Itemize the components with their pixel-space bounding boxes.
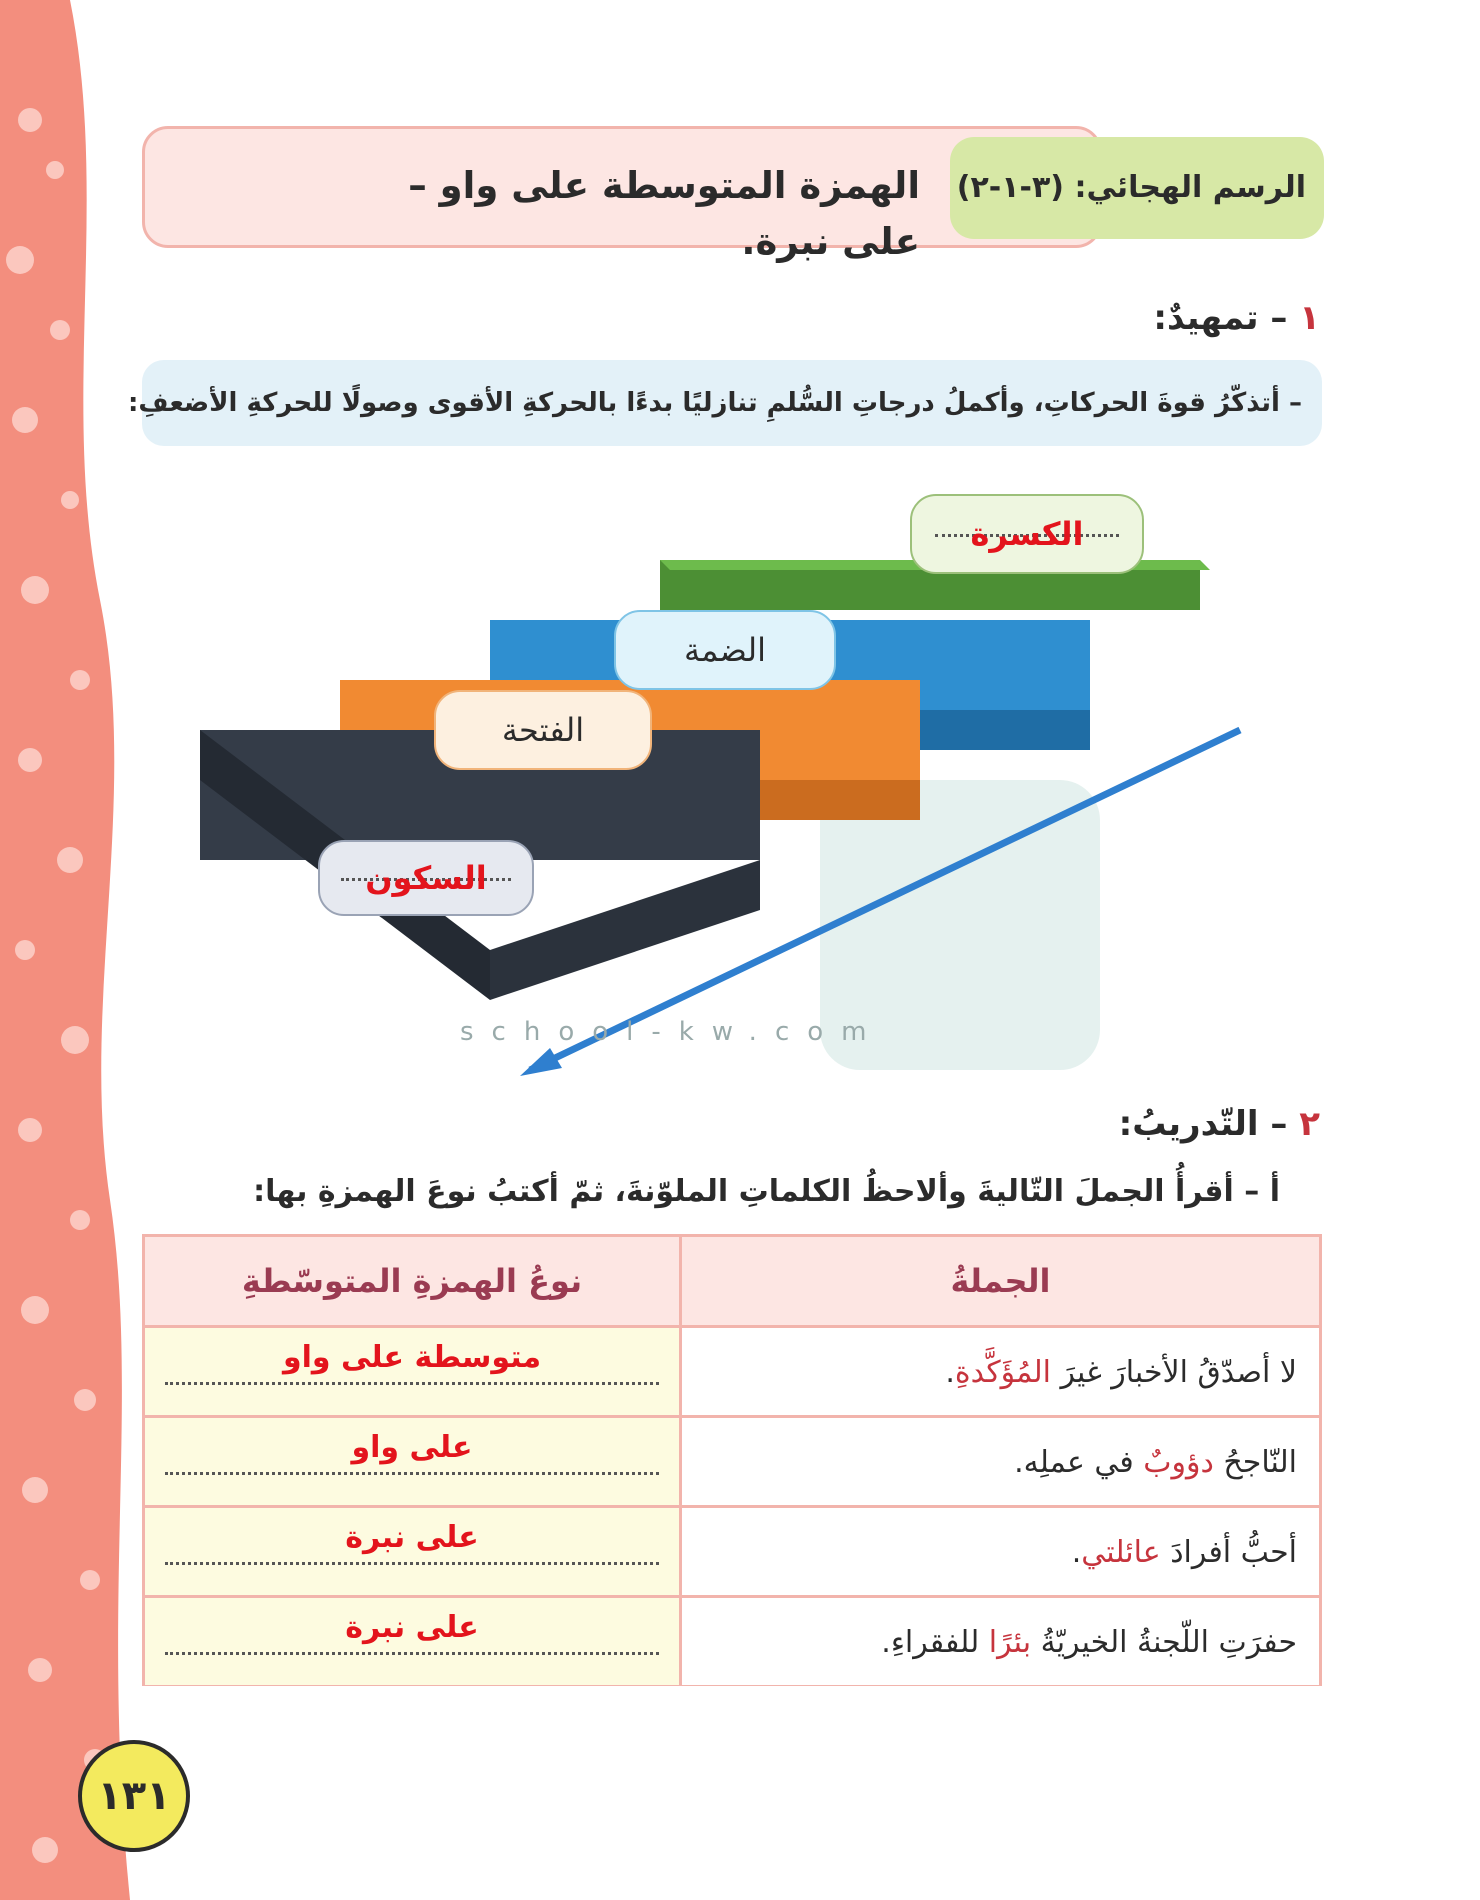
header-lesson-code: (٣-١-٢): [956, 170, 1064, 205]
page-number: ١٣١: [78, 1740, 190, 1852]
sentence-text: لا أصدّقُ الأخبارَ غيرَ: [1050, 1355, 1297, 1390]
sentence-text: النّاجحُ: [1213, 1445, 1297, 1480]
lesson-header-tab: [950, 137, 1324, 239]
table-row-answer-cell[interactable]: [145, 1325, 679, 1415]
stair-label-kasra: [910, 494, 1144, 574]
lesson-topic: الهمزة المتوسطة على واو – على نبرة.: [408, 164, 920, 263]
decorative-page-border: [0, 0, 160, 1900]
row-answer: متوسطة على واو: [282, 1340, 542, 1375]
row-answer: على نبرة: [345, 1520, 479, 1555]
section2-number: ٢: [1299, 1104, 1320, 1144]
section1-instruction: – أتذكّرُ قوةَ الحركاتِ، وأكملُ درجاتِ السُّلمِ تنازليًا بدءًا بالحركةِ الأقوى وصولًا للحركةِ الأضعفِ:: [142, 360, 1322, 446]
table-row-answer-cell[interactable]: [145, 1595, 679, 1685]
table-header-sentence: الجملةُ: [679, 1237, 1319, 1325]
sentence-text-end: للفقراءِ.: [881, 1625, 989, 1660]
watermark-url: school-kw.com: [460, 1017, 885, 1047]
sentence-text-end: في عملِه.: [1014, 1445, 1144, 1480]
stair-label-damma: الضمة: [614, 610, 836, 690]
exercise-table: [142, 1234, 1322, 1686]
sentence-text-end: .: [945, 1355, 955, 1390]
table-row-sentence: [679, 1595, 1319, 1685]
section1-title: – تمهيدٌ:: [1153, 298, 1288, 338]
stair-answer-sukun: السكون: [365, 859, 487, 897]
table-row-answer-cell[interactable]: [145, 1415, 679, 1505]
stair-label-sukun: [318, 840, 534, 916]
highlighted-word: بئرًا: [988, 1625, 1032, 1660]
stair-answer-kasra: الكسرة: [970, 515, 1084, 553]
table-row-sentence: [679, 1505, 1319, 1595]
header-tab-label: الرسم الهجائي:: [1074, 170, 1306, 205]
highlighted-word: عائلتي: [1081, 1535, 1161, 1570]
stair-label-fatha: الفتحة: [434, 690, 652, 770]
row-answer: على واو: [351, 1430, 473, 1465]
section2-heading: [980, 1104, 1320, 1154]
row-answer: على نبرة: [345, 1610, 479, 1645]
sentence-text-end: .: [1071, 1535, 1082, 1570]
section2-instruction: أ – أقرأُ الجملَ التّاليةَ وألاحظُ الكلماتِ الملوّنةَ، ثمّ أكتبُ نوعَ الهمزةِ بها:: [253, 1174, 1280, 1209]
section2-title: – التّدريبُ:: [1118, 1104, 1288, 1144]
table-header-type: نوعُ الهمزةِ المتوسّطةِ: [145, 1237, 679, 1325]
sentence-text: حفرَتِ اللّجنةُ الخيريّةُ: [1031, 1625, 1297, 1660]
sentence-text: أحبُّ أفرادَ: [1160, 1535, 1297, 1570]
highlighted-word: دؤوبٌ: [1143, 1445, 1214, 1480]
table-row-answer-cell[interactable]: [145, 1505, 679, 1595]
table-row-sentence: [679, 1415, 1319, 1505]
highlighted-word: المُؤَكَّدةِ: [954, 1355, 1051, 1390]
section1-heading: [900, 298, 1320, 348]
descending-arrow-head: [520, 1048, 562, 1076]
table-row-sentence: [679, 1325, 1319, 1415]
section1-number: ١: [1299, 298, 1320, 338]
